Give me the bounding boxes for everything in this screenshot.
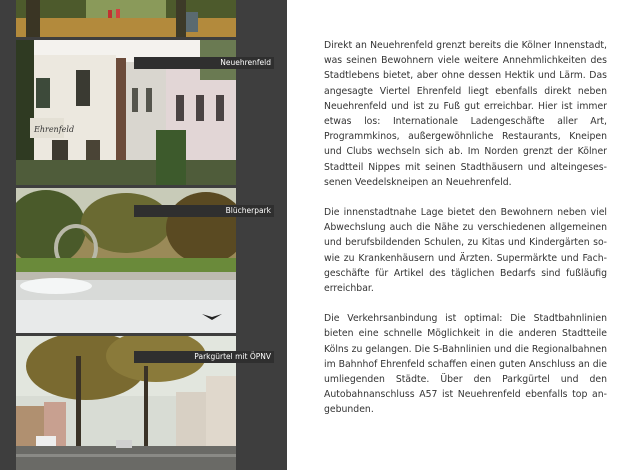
photo-park-path <box>16 0 236 37</box>
caption-bluecherpark: Blücherpark <box>134 205 274 217</box>
photo-column <box>0 0 287 470</box>
caption-neuehrenfeld: Neuehrenfeld <box>134 57 274 69</box>
paragraph-amenities: Die innenstadtnahe Lage bietet den Bewohnern neben viel Abwechslung auch die Nähe zu verschiedenen allgemeinen und berufsbildenden Schulen, zu Kitas und Kindergärten sowie zu Krankenhäusern und Ärzten. Supermärkte und Fachgeschäfte für Artikel des täglichen Bedarfs sind fußläufig erreichbar. <box>324 207 607 295</box>
paragraph-location: Direkt an Neuehrenfeld grenzt bereits die Kölner Innenstadt, was seinen Bewohnern viele weitere Annehmlichkeiten des Stadtlebens bietet, aber ohne dessen Hektik und Lärm. Das angesagte Viertel Ehrenfeld liegt ebenfalls direkt neben Neuehrenfeld und ist zu Fuß gut erreichbar. Hier ist immer etwas los: Internationale Ladengeschäfte aller Art, Programmkinos, außergewöhnliche Restaurants, Kneipen und Clubs wechseln sich ab. Im Norden grenzt der Kölner Stadtteil Nippes mit seinen Stadthäusern und alteingesessenen Veedelskneipen an Neuehrenfeld. <box>324 40 607 188</box>
caption-parkguertel: Parkgürtel mit ÖPNV <box>134 351 274 363</box>
paragraph-transport: Die Verkehrsanbindung ist optimal: Die Stadtbahnlinien bieten eine schnelle Möglichkeit in die anderen Stadtteile Kölns zu gelangen. Die S-Bahnlinien und die Regionalbahnen im Bahnhof Ehrenfeld schaffen einen guten Anschluss an die umliegenden Städte. Über den Parkgürtel und den Autobahnanschluss A57 ist Neuehrenfeld ebenfalls top angebunden. <box>324 313 607 416</box>
building-sign: Ehrenfeld <box>34 125 75 134</box>
body-text <box>324 38 607 433</box>
